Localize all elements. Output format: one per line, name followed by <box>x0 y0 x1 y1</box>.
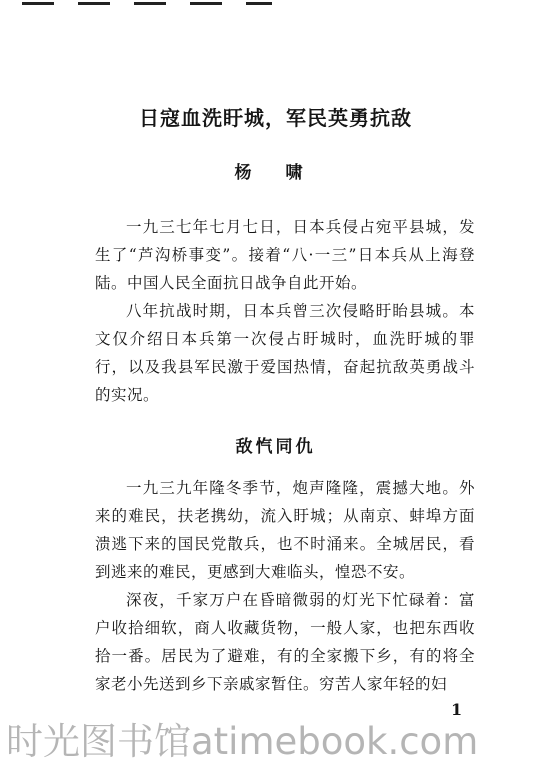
intro-section <box>95 213 475 409</box>
page-number: 1 <box>451 700 463 719</box>
top-border-marks <box>0 0 551 12</box>
section-body <box>95 474 475 698</box>
article-title: 日寇血洗盱城，军民英勇抗敌 <box>139 106 412 130</box>
paragraph: 一九三九年隆冬季节，炮声隆隆，震撼大地。外来的难民，扶老携幼，流入盱城；从南京、蚌埠方面溃逃下来的国民党散兵，也不时涌来。全城居民，看到逃来的难民，更感到大难临头，惶恐不安。 <box>95 479 475 581</box>
section-heading: 敌忾同仇 <box>235 437 316 457</box>
top-mark <box>246 2 272 5</box>
watermark: 时光图书馆atimebook.com <box>6 720 479 763</box>
top-mark <box>190 2 222 5</box>
paragraph: 深夜，千家万户在昏暗微弱的灯光下忙碌着：富户收拾细软，商人收藏货物，一般人家，也把东西收拾一番。居民为了避难，有的全家搬下乡，有的将全家老小先送到乡下亲戚家暂住。穷苦人家年轻的妇 <box>95 591 475 693</box>
paragraph: 一九三七年七月七日，日本兵侵占宛平县城，发生了“芦沟桥事变”。接着“八·一三”日本兵从上海登陆。中国人民全面抗日战争自此开始。 <box>95 218 475 292</box>
top-mark <box>22 2 54 5</box>
paragraph: 八年抗战时期，日本兵曾三次侵略盱眙县城。本文仅介绍日本兵第一次侵占盱城时，血洗盱城的罪行，以及我县军民激于爱国热情，奋起抗敌英勇战斗的实况。 <box>95 302 475 404</box>
top-mark <box>78 2 110 5</box>
article-author: 杨 啸 <box>234 163 317 183</box>
top-mark <box>134 2 166 5</box>
